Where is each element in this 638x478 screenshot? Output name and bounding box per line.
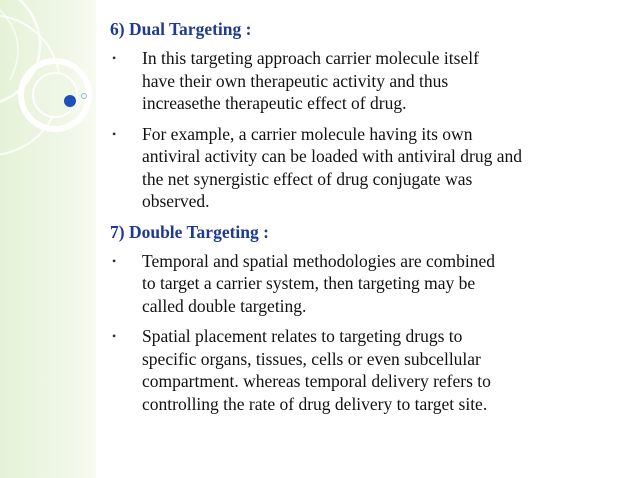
bullet-glyph: • — [112, 51, 117, 65]
bullet-line: controlling the rate of drug delivery to target site. — [142, 393, 488, 414]
section-heading-dual-targeting: 6) Dual Targeting : — [110, 19, 252, 39]
bullet-line: increasethe therapeutic effect of drug. — [142, 93, 407, 113]
bullet-line: Spatial placement relates to targeting drugs to — [142, 326, 463, 346]
bullet-item — [110, 325, 630, 415]
bullet-line: to target a carrier system, then targeting may be — [142, 273, 476, 293]
bullet-line: antiviral activity can be loaded with antiviral drug and — [142, 146, 523, 166]
bullet-line: Temporal and spatial methodologies are combined — [142, 250, 496, 271]
bullet-line: the net synergistic effect of drug conjugate was — [142, 168, 473, 189]
bullet-glyph: • — [112, 126, 117, 141]
bullet-line: have their own therapeutic activity and thus — [142, 70, 449, 91]
slide-content — [110, 18, 630, 423]
bullet-line: In this targeting approach carrier molecule itself — [142, 48, 479, 68]
bullet-line: compartment. whereas temporal delivery refers to — [142, 371, 491, 391]
bullet-item — [110, 250, 630, 318]
accent-dot-icon — [64, 95, 76, 107]
decorative-rings-graphic — [0, 0, 96, 478]
bullet-glyph: • — [112, 329, 117, 343]
bullet-item — [110, 47, 630, 115]
section-heading-double-targeting: 7) Double Targeting : — [110, 221, 269, 242]
bullet-line: observed. — [142, 191, 210, 211]
bullet-item — [110, 123, 630, 213]
bullet-glyph: • — [112, 253, 117, 268]
bullet-line: specific organs, tissues, cells or even subcellular — [142, 348, 481, 369]
decorative-side-panel — [0, 0, 96, 478]
bullet-line: For example, a carrier molecule having its own — [142, 123, 473, 144]
bullet-line: called double targeting. — [142, 295, 307, 316]
